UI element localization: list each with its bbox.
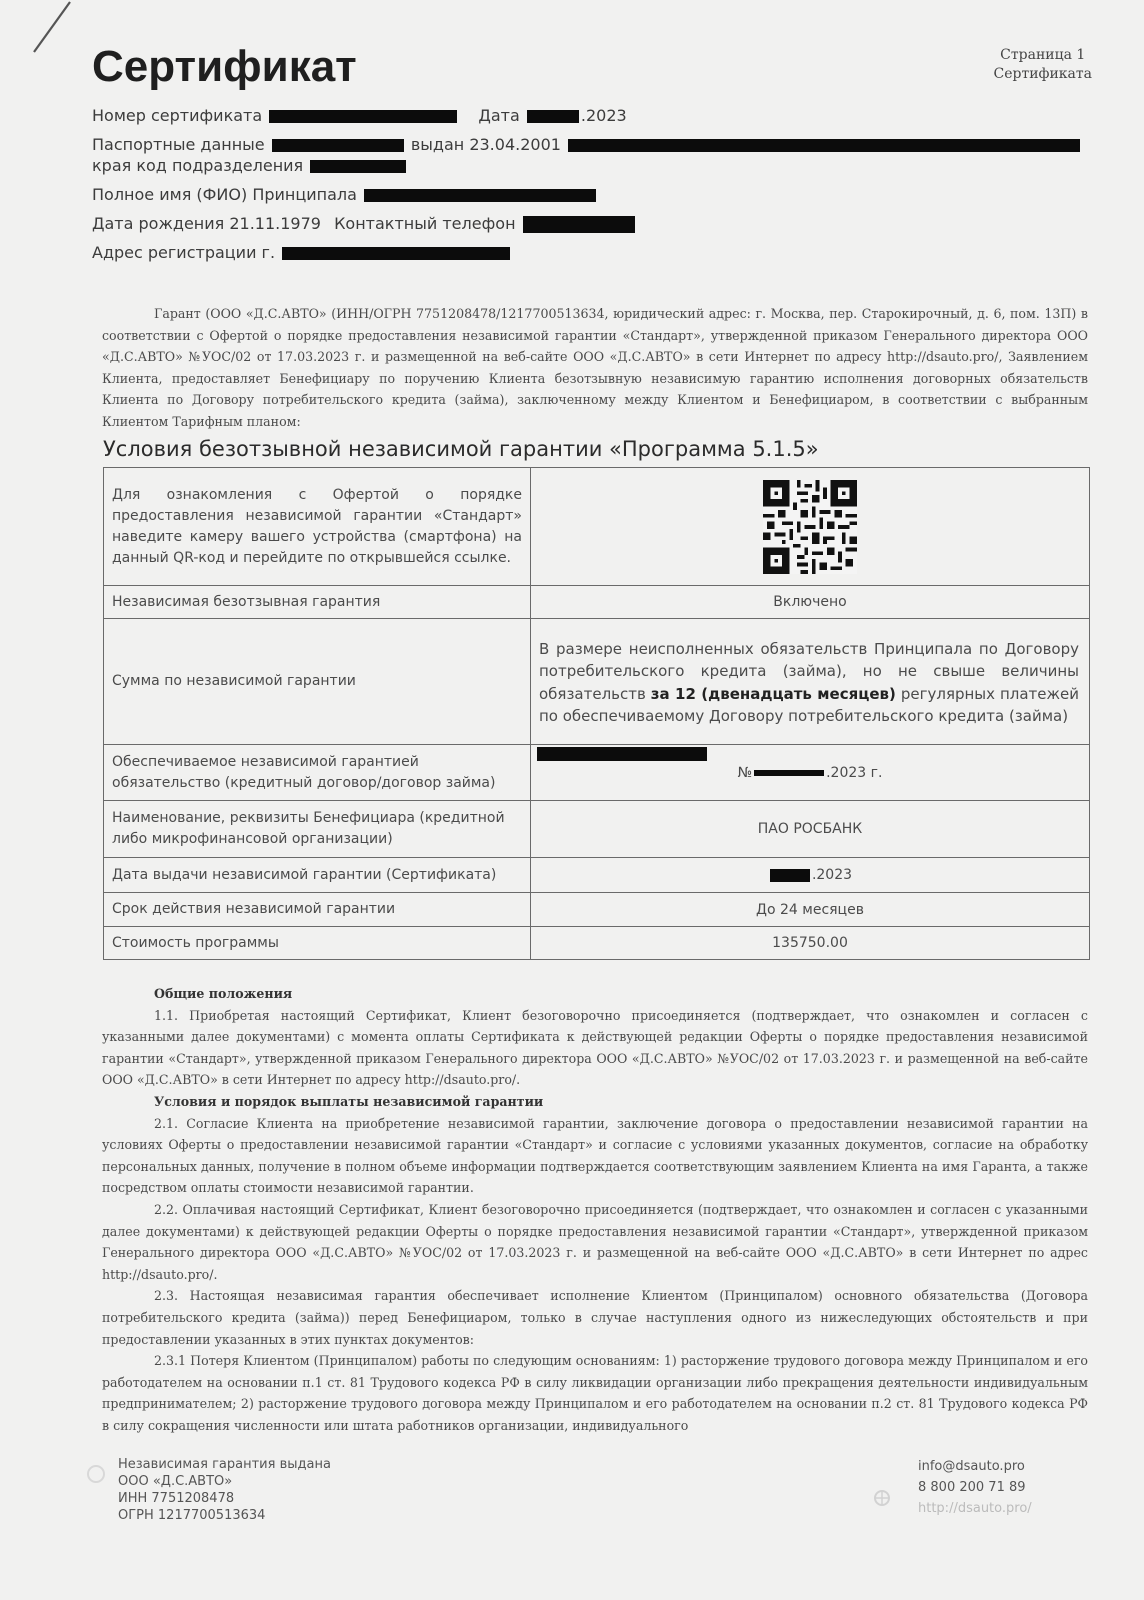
phone-label: Контактный телефон — [334, 214, 516, 233]
redacted-block — [310, 160, 406, 173]
footer-issuer — [118, 1456, 331, 1524]
footer-contacts — [918, 1456, 1032, 1519]
fullname-label: Полное имя (ФИО) Принципала — [92, 185, 357, 204]
table-row — [104, 586, 1090, 619]
page-number — [993, 46, 1092, 84]
sum-value-a: В размере неисполненных обязательств Принципала по Договору потребительского кредита (займа), но не свыше величины обязательств — [539, 639, 1079, 703]
intro-paragraph: Гарант (ООО «Д.С.АВТО» (ИНН/ОГРН 7751208478/1217700513634, юридический адрес: г. Москва, пер. Старокирочный, д. 6, пом. 13П) в соответствии с Офертой о порядке предоставления независимой гарантии «Стандарт», утвержденной приказом Генерального директора ООО «Д.С.АВТО» №УОС/02 от 17.03.2023 г. и размещенной на веб-сайте ООО «Д.С.АВТО» в сети Интернет по адресу http://dsauto.pro/, Заявлением Клиента, предоставляет Бенефициару по поручению Клиента безотзывную независимую гарантию исполнения договорных обязательств Клиента по Договору потребительского кредита (займа), заключенному между Клиентом и Бенефициаром, в соответствии с выбранным Клиентом Тарифным планом: — [102, 306, 1088, 429]
redacted-block — [272, 139, 404, 152]
cert-number-line — [92, 104, 1082, 133]
footer-site[interactable]: http://dsauto.pro/ — [918, 1501, 1032, 1516]
table-row — [104, 468, 1090, 586]
table-row — [104, 745, 1090, 801]
row-label: Сумма по независимой гарантии — [104, 619, 531, 745]
qr-code-icon[interactable] — [763, 480, 857, 574]
qr-cell — [531, 468, 1090, 586]
paragraph-2-2: 2.2. Оплачивая настоящий Сертификат, Клиент безоговорочно присоединяется (подтверждает, что ознакомлен и согласен с указанными далее документами) к действующей редакции Оферты о порядке предоставления независимой гарантии «Стандарт», утвержденной приказом Генерального директора ООО «Д.С.АВТО» №УОС/02 от 17.03.2023 г. и размещенной на веб-сайте ООО «Д.С.АВТО» в сети Интернет по адрес http://dsauto.pro/. — [102, 1201, 1088, 1282]
footer-left-2: ООО «Д.С.АВТО» — [118, 1474, 233, 1489]
cert-number-label: Номер сертификата — [92, 106, 263, 125]
redacted-block — [282, 247, 510, 260]
footer-left-4: ОГРН 1217700513634 — [118, 1508, 266, 1523]
row-value: 135750.00 — [531, 927, 1090, 960]
row-value: До 24 месяцев — [531, 893, 1090, 927]
passport-issued: выдан 23.04.2001 — [410, 135, 561, 154]
row-value: Включено — [531, 586, 1090, 619]
birth-label: Дата рождения 21.11.1979 — [92, 214, 321, 233]
sum-value-bold: за 12 (двенадцать месяцев) — [650, 684, 896, 703]
sum-value-cell — [531, 619, 1090, 745]
row-label: Стоимость программы — [104, 927, 531, 960]
redacted-block — [754, 770, 824, 776]
table-row — [104, 619, 1090, 745]
contract-prefix: № — [737, 764, 753, 781]
row-value-cell — [531, 858, 1090, 893]
page-title: Сертификат — [92, 42, 357, 91]
paragraph-2-3-1: 2.3.1 Потеря Клиентом (Принципалом) работы по следующим основаниям: 1) расторжение трудового договора между Принципалом и его работодателем на основании п.1 ст. 81 Трудового кодекса РФ в силу ликвидации организации либо прекращения деятельности индивидуальным предпринимателем; 2) расторжение трудового договора между Принципалом и его работодателем на основании п.2 ст. 81 Трудового кодекса РФ в силу сокращения численности или штата работников организации, индивидуального — [102, 1353, 1088, 1433]
paragraph-2-3: 2.3. Настоящая независимая гарантия обеспечивает исполнение Клиентом (Принципалом) основного обязательства (Договора потребительского кредита (займа)) перед Бенефициаром, только в случае наступления одного из нижеследующих обстоятельств и при предоставлении указанных в этих пунктах документов: — [102, 1288, 1088, 1347]
row-label: Наименование, реквизиты Бенефициара (кредитной либо микрофинансовой организации) — [104, 801, 531, 858]
general-title: Общие положения — [154, 986, 293, 1001]
redacted-block — [364, 189, 596, 202]
web-icon — [872, 1486, 892, 1510]
row-value: ПАО РОСБАНК — [531, 801, 1090, 858]
row-value — [531, 745, 1090, 801]
date-label: Дата — [478, 106, 520, 125]
conditions-title: Условия безотзывной независимой гарантии «Программа 5.1.5» — [103, 437, 819, 461]
date-value: .2023 — [580, 106, 627, 125]
redacted-block — [523, 216, 635, 233]
contract-suffix: .2023 г. — [826, 764, 883, 781]
passport-label: Паспортные данные — [92, 135, 265, 154]
page-label-2: Сертификата — [993, 66, 1092, 82]
guarantee-table — [103, 467, 1090, 960]
qr-text: Для ознакомления с Офертой о порядке предоставления независимой гарантии «Стандарт» наведите камеру вашего устройства (смартфона) на данный QR-код и перейдите по открывшейся ссылке. — [104, 468, 531, 586]
birth-line — [92, 212, 1082, 241]
footer-email[interactable]: info@dsauto.pro — [918, 1459, 1025, 1474]
row-label: Независимая безотзывная гарантия — [104, 586, 531, 619]
footer-left-1: Независимая гарантия выдана — [118, 1457, 331, 1472]
row-label: Обеспечиваемое независимой гарантией обязательство (кредитный договор/договор займа) — [104, 745, 531, 801]
redacted-block — [269, 110, 457, 123]
redacted-block — [527, 110, 579, 123]
row-label: Дата выдачи независимой гарантии (Сертификата) — [104, 858, 531, 893]
page-label-1: Страница 1 — [1000, 47, 1086, 63]
table-row — [104, 801, 1090, 858]
redacted-block — [770, 869, 810, 882]
principal-fields — [92, 104, 1082, 270]
row-value: .2023 — [811, 867, 853, 883]
passport-line2: края код подразделения — [92, 156, 304, 175]
pen-mark — [28, 0, 73, 60]
terms-body — [102, 983, 1088, 1436]
row-label: Срок действия независимой гарантии — [104, 893, 531, 927]
footer-left-3: ИНН 7751208478 — [118, 1491, 235, 1506]
table-row — [104, 927, 1090, 960]
paragraph-1-1: 1.1. Приобретая настоящий Сертификат, Клиент безоговорочно присоединяется (подтверждает, что ознакомлен и согласен с указанными далее документами) с момента оплаты Сертификата к действующей редакции Оферты о порядке предоставления независимой гарантии «Стандарт», утвержденной приказом Генерального директора ООО «Д.С.АВТО» №УОС/02 от 17.03.2023 г. и размещенной на веб-сайте ООО «Д.С.АВТО» в сети Интернет по адресу http://dsauto.pro/. — [102, 1007, 1088, 1088]
table-row — [104, 893, 1090, 927]
passport-line-2 — [92, 154, 1082, 183]
address-line — [92, 241, 1082, 270]
footer-phone[interactable]: 8 800 200 71 89 — [918, 1480, 1026, 1495]
paragraph-2-1: 2.1. Согласие Клиента на приобретение независимой гарантии, заключение договора о предоставлении независимой гарантии на условиях Оферты о предоставлении независимой гарантии «Стандарт» и согласие с условиями указанных документов, согласие на обработку персональных данных, получение в полном объеме информации подтверждается соответствующим заявлением Клиента на имя Гаранта, а также посредством оплаты стоимости независимой гарантии. — [102, 1115, 1088, 1196]
fullname-line — [92, 183, 1082, 212]
redacted-block — [568, 139, 1080, 152]
sum-value — [539, 634, 1081, 730]
payment-title: Условия и порядок выплаты независимой гарантии — [154, 1093, 544, 1109]
address-label: Адрес регистрации г. — [92, 243, 276, 262]
logo-mark-icon — [86, 1462, 106, 1486]
table-row — [104, 858, 1090, 893]
sum-value-b: регулярных платежей по обеспечиваемому Договору потребительского кредита (займа) — [539, 684, 1079, 725]
redacted-block — [537, 747, 707, 761]
